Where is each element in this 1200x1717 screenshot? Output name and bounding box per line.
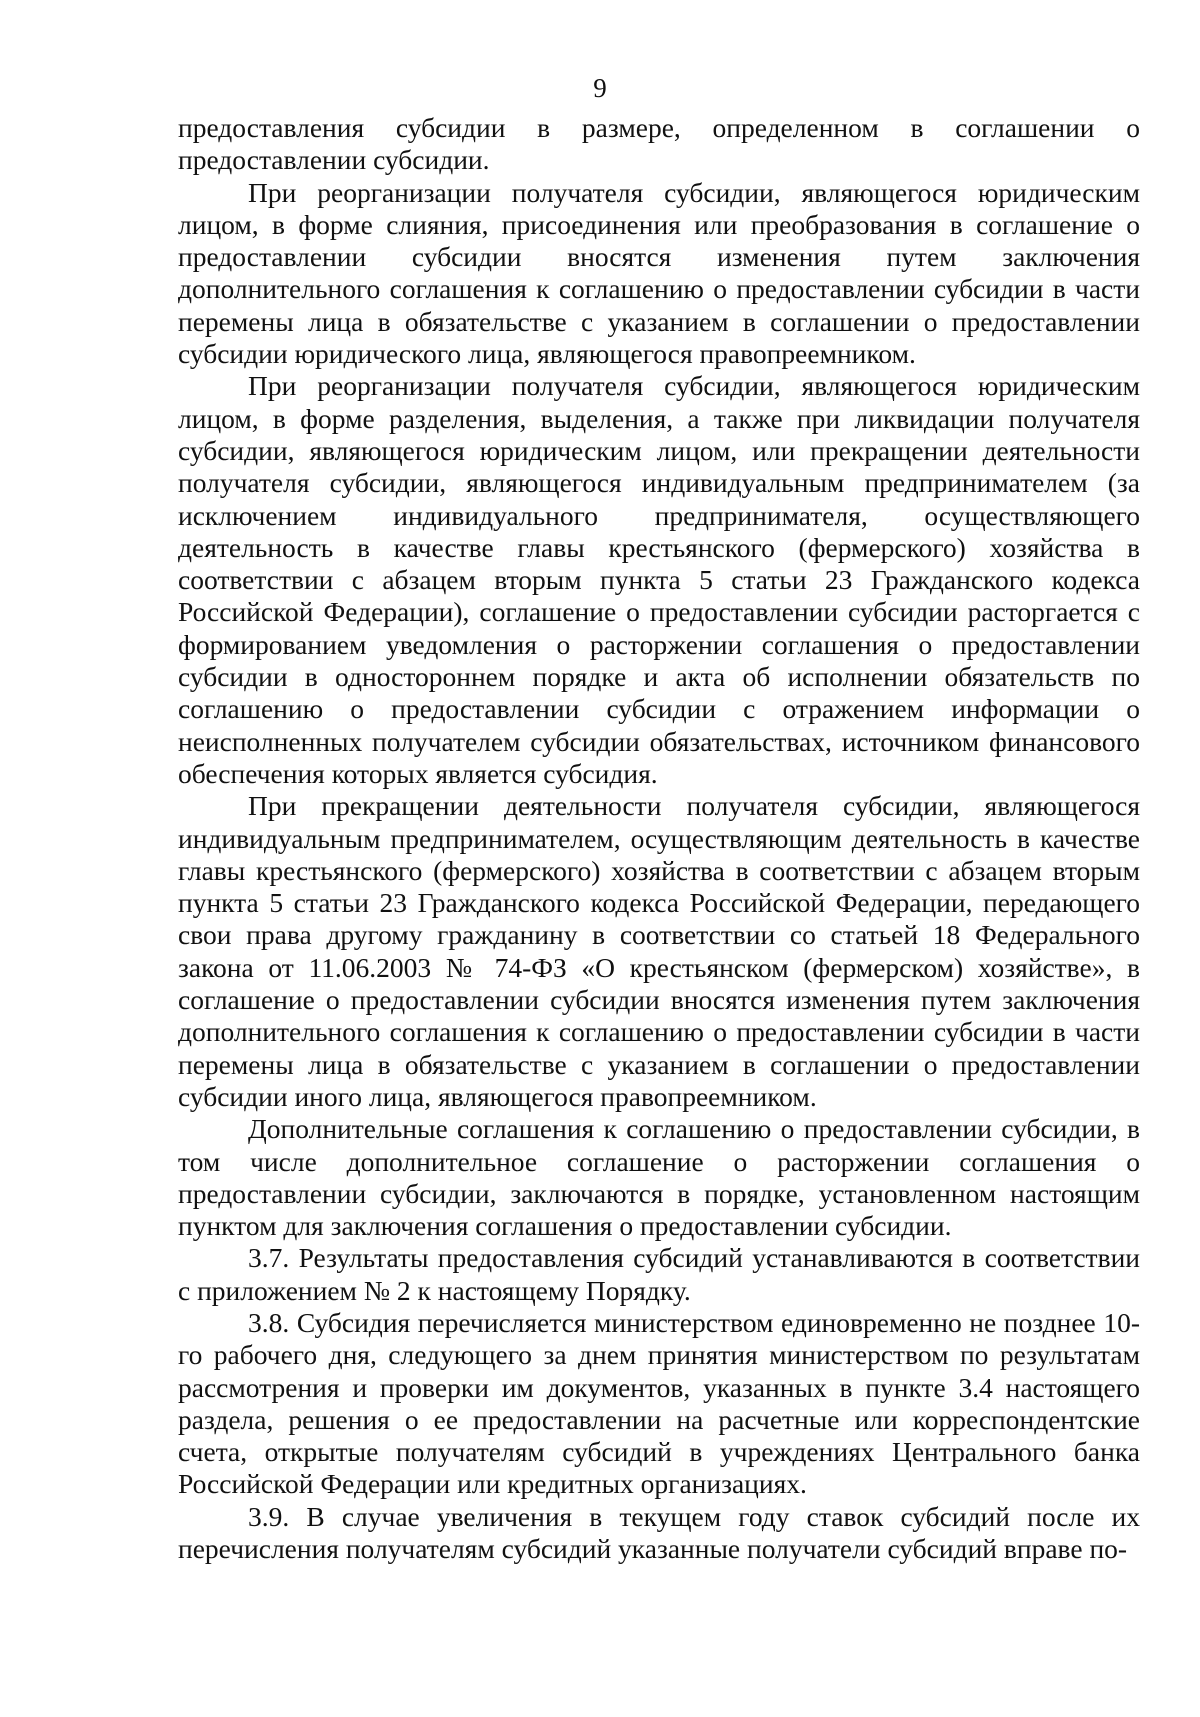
paragraph-farm-termination: При прекращении деятельности получателя субсидии, являющегося индивидуальным предпринимателем, осуществляющим деятельность в качестве главы крестьянского (фермерского) хозяйства в соответствии с абзацем вторым пункта 5 статьи 23 Гражданского кодекса Российской Федерации, передающего свои права другому гражданину в соответствии со статьей 18 Федерального закона от 11.06.2003 № 74-ФЗ «О крестьянском (фермерском) хозяйстве», в соглашение о предоставлении субсидии вносятся изменения путем заключения дополнительного соглашения к соглашению о предоставлении субсидии в части перемены лица в обязательстве с указанием в соглашении о предоставлении субсидии иного лица, являющегося правопреемником. — [178, 790, 1140, 1112]
page-number: 9 — [593, 73, 607, 103]
paragraph-3-8: 3.8. Субсидия перечисляется министерством единовременно не позднее 10-го рабочего дня, следующего за днем принятия министерством по результатам рассмотрения и проверки им документов, указанных в пункте 3.4 настоящего раздела, решения о ее предоставлении на расчетные или корреспондентские счета, открытые получателям субсидий в учреждениях Центрального банка Российской Федерации или кредитных организациях. — [178, 1306, 1140, 1500]
paragraph-3-9: 3.9. В случае увеличения в текущем году ставок субсидий после их перечисления получателям субсидий указанные получатели субсидий вправе по- — [178, 1500, 1140, 1565]
paragraph-3-7: 3.7. Результаты предоставления субсидий устанавливаются в соответствии с приложением № 2 к настоящему Порядку. — [178, 1242, 1140, 1306]
paragraph-additional-agreements: Дополнительные соглашения к соглашению о предоставлении субсидии, в том числе дополнительное соглашение о расторжении соглашения о предоставлении субсидии, заключаются в порядке, установленном настоящим пунктом для заключения соглашения о предоставлении субсидии. — [178, 1113, 1140, 1242]
document-body — [178, 112, 1140, 1565]
paragraph-continuation: предоставления субсидии в размере, определенном в соглашении о предоставлении субсидии. — [178, 112, 1140, 176]
paragraph-reorganization-division: При реорганизации получателя субсидии, являющегося юридическим лицом, в форме разделения, выделения, а также при ликвидации получателя субсидии, являющегося юридическим лицом, или прекращении деятельности получателя субсидии, являющегося индивидуальным предпринимателем (за исключением индивидуального предпринимателя, осуществляющего деятельность в качестве главы крестьянского (фермерского) хозяйства в соответствии с абзацем вторым пункта 5 статьи 23 Гражданского кодекса Российской Федерации), соглашение о предоставлении субсидии расторгается с формированием уведомления о расторжении соглашения о предоставлении субсидии в одностороннем порядке и акта об исполнении обязательств по соглашению о предоставлении субсидии с отражением информации о неисполненных получателем субсидии обязательствах, источником финансового обеспечения которых является субсидия. — [178, 370, 1140, 789]
paragraph-reorganization-merger: При реорганизации получателя субсидии, являющегося юридическим лицом, в форме слияния, присоединения или преобразования в соглашение о предоставлении субсидии вносятся изменения путем заключения дополнительного соглашения к соглашению о предоставлении субсидии в части перемены лица в обязательстве с указанием в соглашении о предоставлении субсидии юридического лица, являющегося правопреемником. — [178, 176, 1140, 370]
